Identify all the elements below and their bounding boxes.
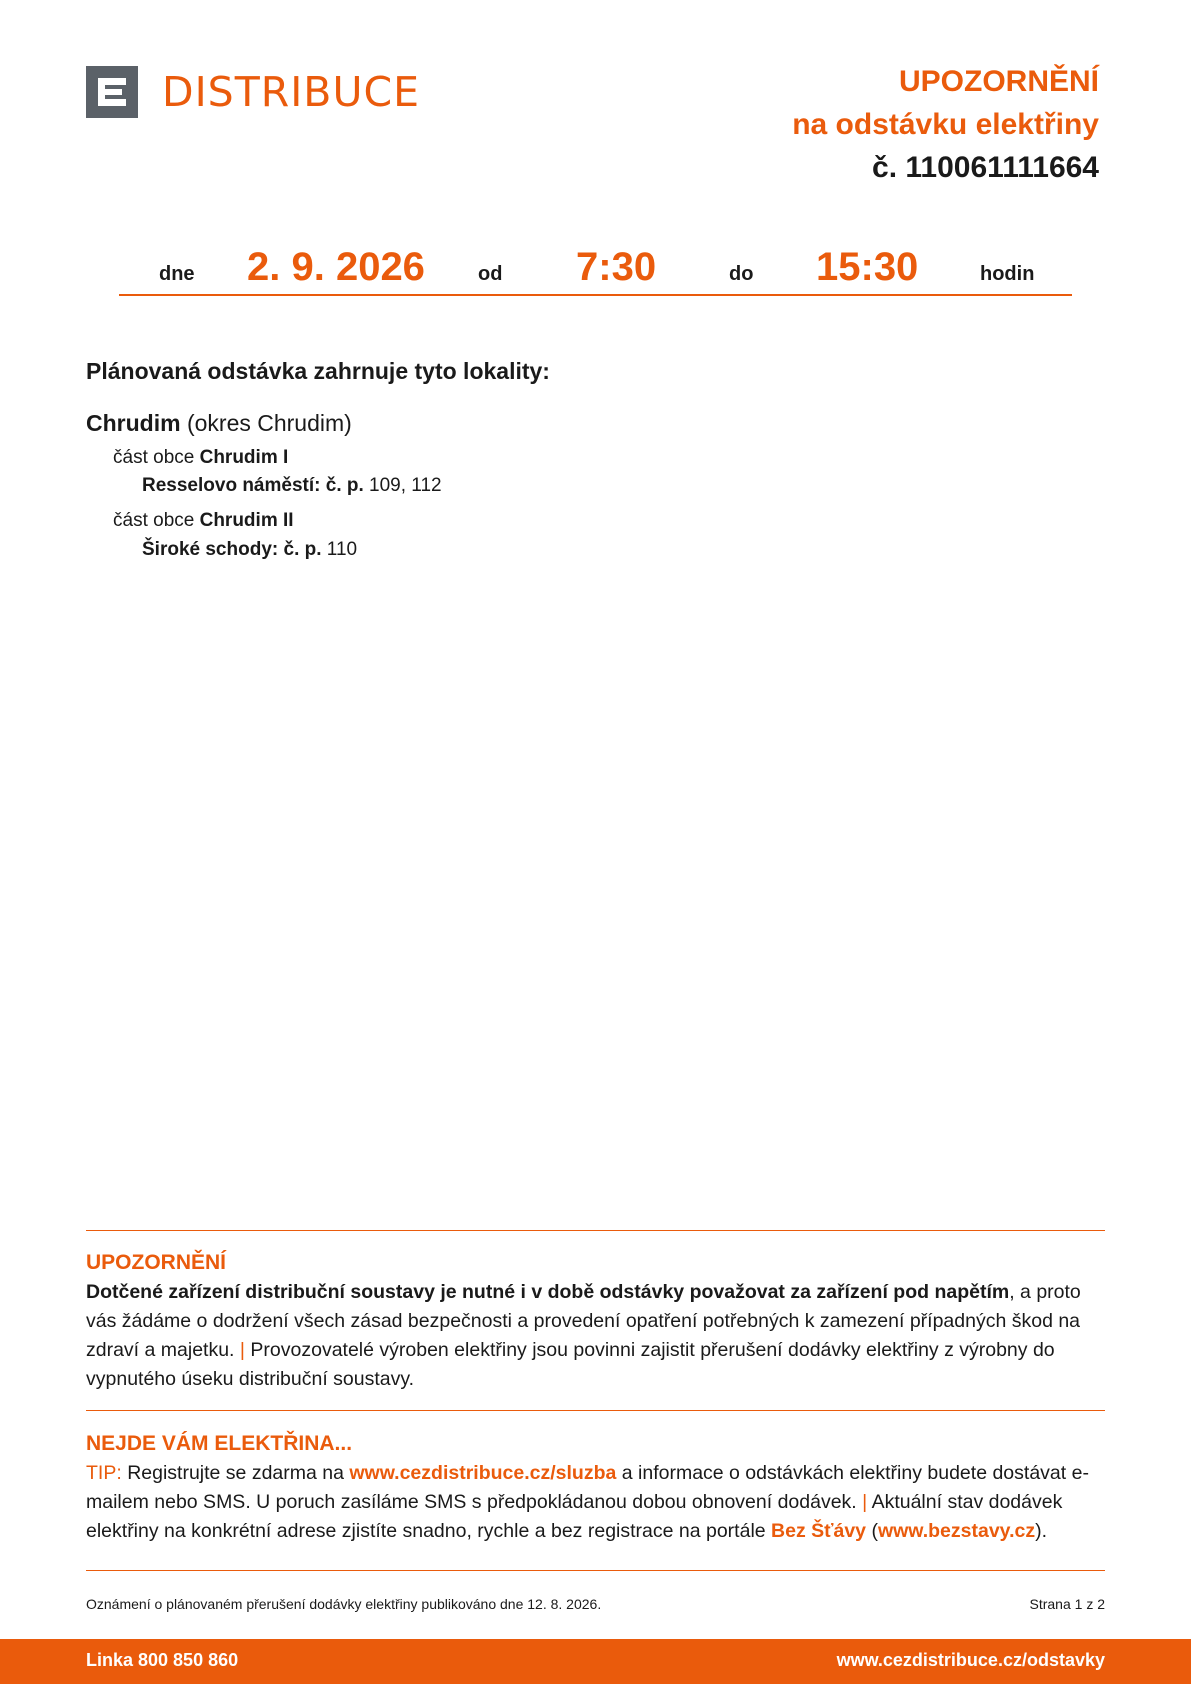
outage-website-link[interactable]: www.cezdistribuce.cz/odstavky	[836, 1650, 1105, 1670]
house-numbers: 109, 112	[369, 475, 442, 496]
street-entry	[142, 539, 357, 561]
day-label: dne	[159, 263, 195, 285]
divider	[86, 1570, 1105, 1571]
to-time: 15:30	[816, 245, 919, 289]
hours-label: hodin	[980, 263, 1035, 285]
notice-subtitle: na odstávku elektřiny	[792, 108, 1099, 141]
hotline[interactable]: Linka 800 850 860	[86, 1650, 239, 1670]
part-name: Chrudim I	[199, 447, 289, 468]
street-name: Resselovo náměstí:	[142, 475, 321, 496]
logo-text: DISTRIBUCE	[162, 68, 420, 116]
city-name: Chrudim	[86, 410, 181, 436]
warning-title: UPOZORNĚNÍ	[86, 1251, 227, 1274]
to-label: do	[729, 263, 754, 285]
city-line	[86, 410, 352, 437]
separator: |	[862, 1491, 868, 1513]
warning-text: Dotčené zařízení distribuční soustavy je nutné i v době odstávky považovat za zařízení pod napětím, a proto vás žádáme o dodržení všech zásad bezpečnosti a provedení opatření potřebných k zamezení případných škod na zdraví a majetku. | Provozovatelé výroben elektřiny jsou povinni zajistit přerušení dodávky elektřiny z výrobny do vypnutého úseku distribuční soustavy.	[86, 1281, 1081, 1390]
portal-name: Bez Šťávy	[771, 1520, 867, 1542]
outage-schedule	[119, 240, 1072, 296]
service-link[interactable]: www.cezdistribuce.cz/sluzba	[349, 1462, 617, 1484]
part-name: Chrudim II	[199, 510, 294, 531]
cp-label: č. p.	[283, 539, 322, 560]
notice-number: č. 110061111664	[872, 151, 1099, 184]
notice-title: UPOZORNĚNÍ	[898, 65, 1099, 98]
page-number: Strana 1 z 2	[1029, 1596, 1105, 1612]
from-time: 7:30	[576, 245, 657, 289]
logo-mark-icon	[86, 66, 138, 118]
localities-heading: Plánovaná odstávka zahrnuje tyto lokality:	[86, 358, 550, 384]
publication-note: Oznámení o plánovaném přerušení dodávky elektřiny publikováno dne 12. 8. 2026.	[86, 1596, 602, 1612]
company-logo	[86, 66, 420, 118]
street-entry	[142, 475, 442, 497]
outage-date: 2. 9. 2026	[247, 245, 425, 289]
house-numbers: 110	[326, 539, 358, 560]
info-text: TIP: Registrujte se zdarma na www.cezdistribuce.cz/sluzba a informace o odstávkách elektřiny budete dostávat e-mailem nebo SMS. U poruch zasíláme SMS s předpokládanou dobou obnovení dodávek. | Aktuální stav dodávek elektřiny na konkrétní adrese zjistíte snadno, rychle a bez registrace na portále Bez Šťávy (www.bezstavy.cz).	[86, 1462, 1089, 1542]
cp-label: č. p.	[325, 475, 364, 496]
divider	[86, 1410, 1105, 1411]
tip-label: TIP:	[86, 1462, 122, 1484]
street-name: Široké schody:	[142, 539, 279, 560]
separator: |	[239, 1339, 245, 1361]
divider	[86, 1230, 1105, 1231]
municipality-part: část obce Chrudim II	[113, 510, 294, 531]
municipality-part: část obce Chrudim I	[113, 447, 289, 468]
from-label: od	[478, 263, 503, 285]
district-name: (okres Chrudim)	[186, 410, 352, 436]
notice-header	[792, 60, 1099, 189]
info-title: NEJDE VÁM ELEKTŘINA...	[86, 1432, 353, 1455]
bezstavy-link[interactable]: www.bezstavy.cz	[877, 1520, 1036, 1542]
footer-bar	[0, 1639, 1191, 1684]
